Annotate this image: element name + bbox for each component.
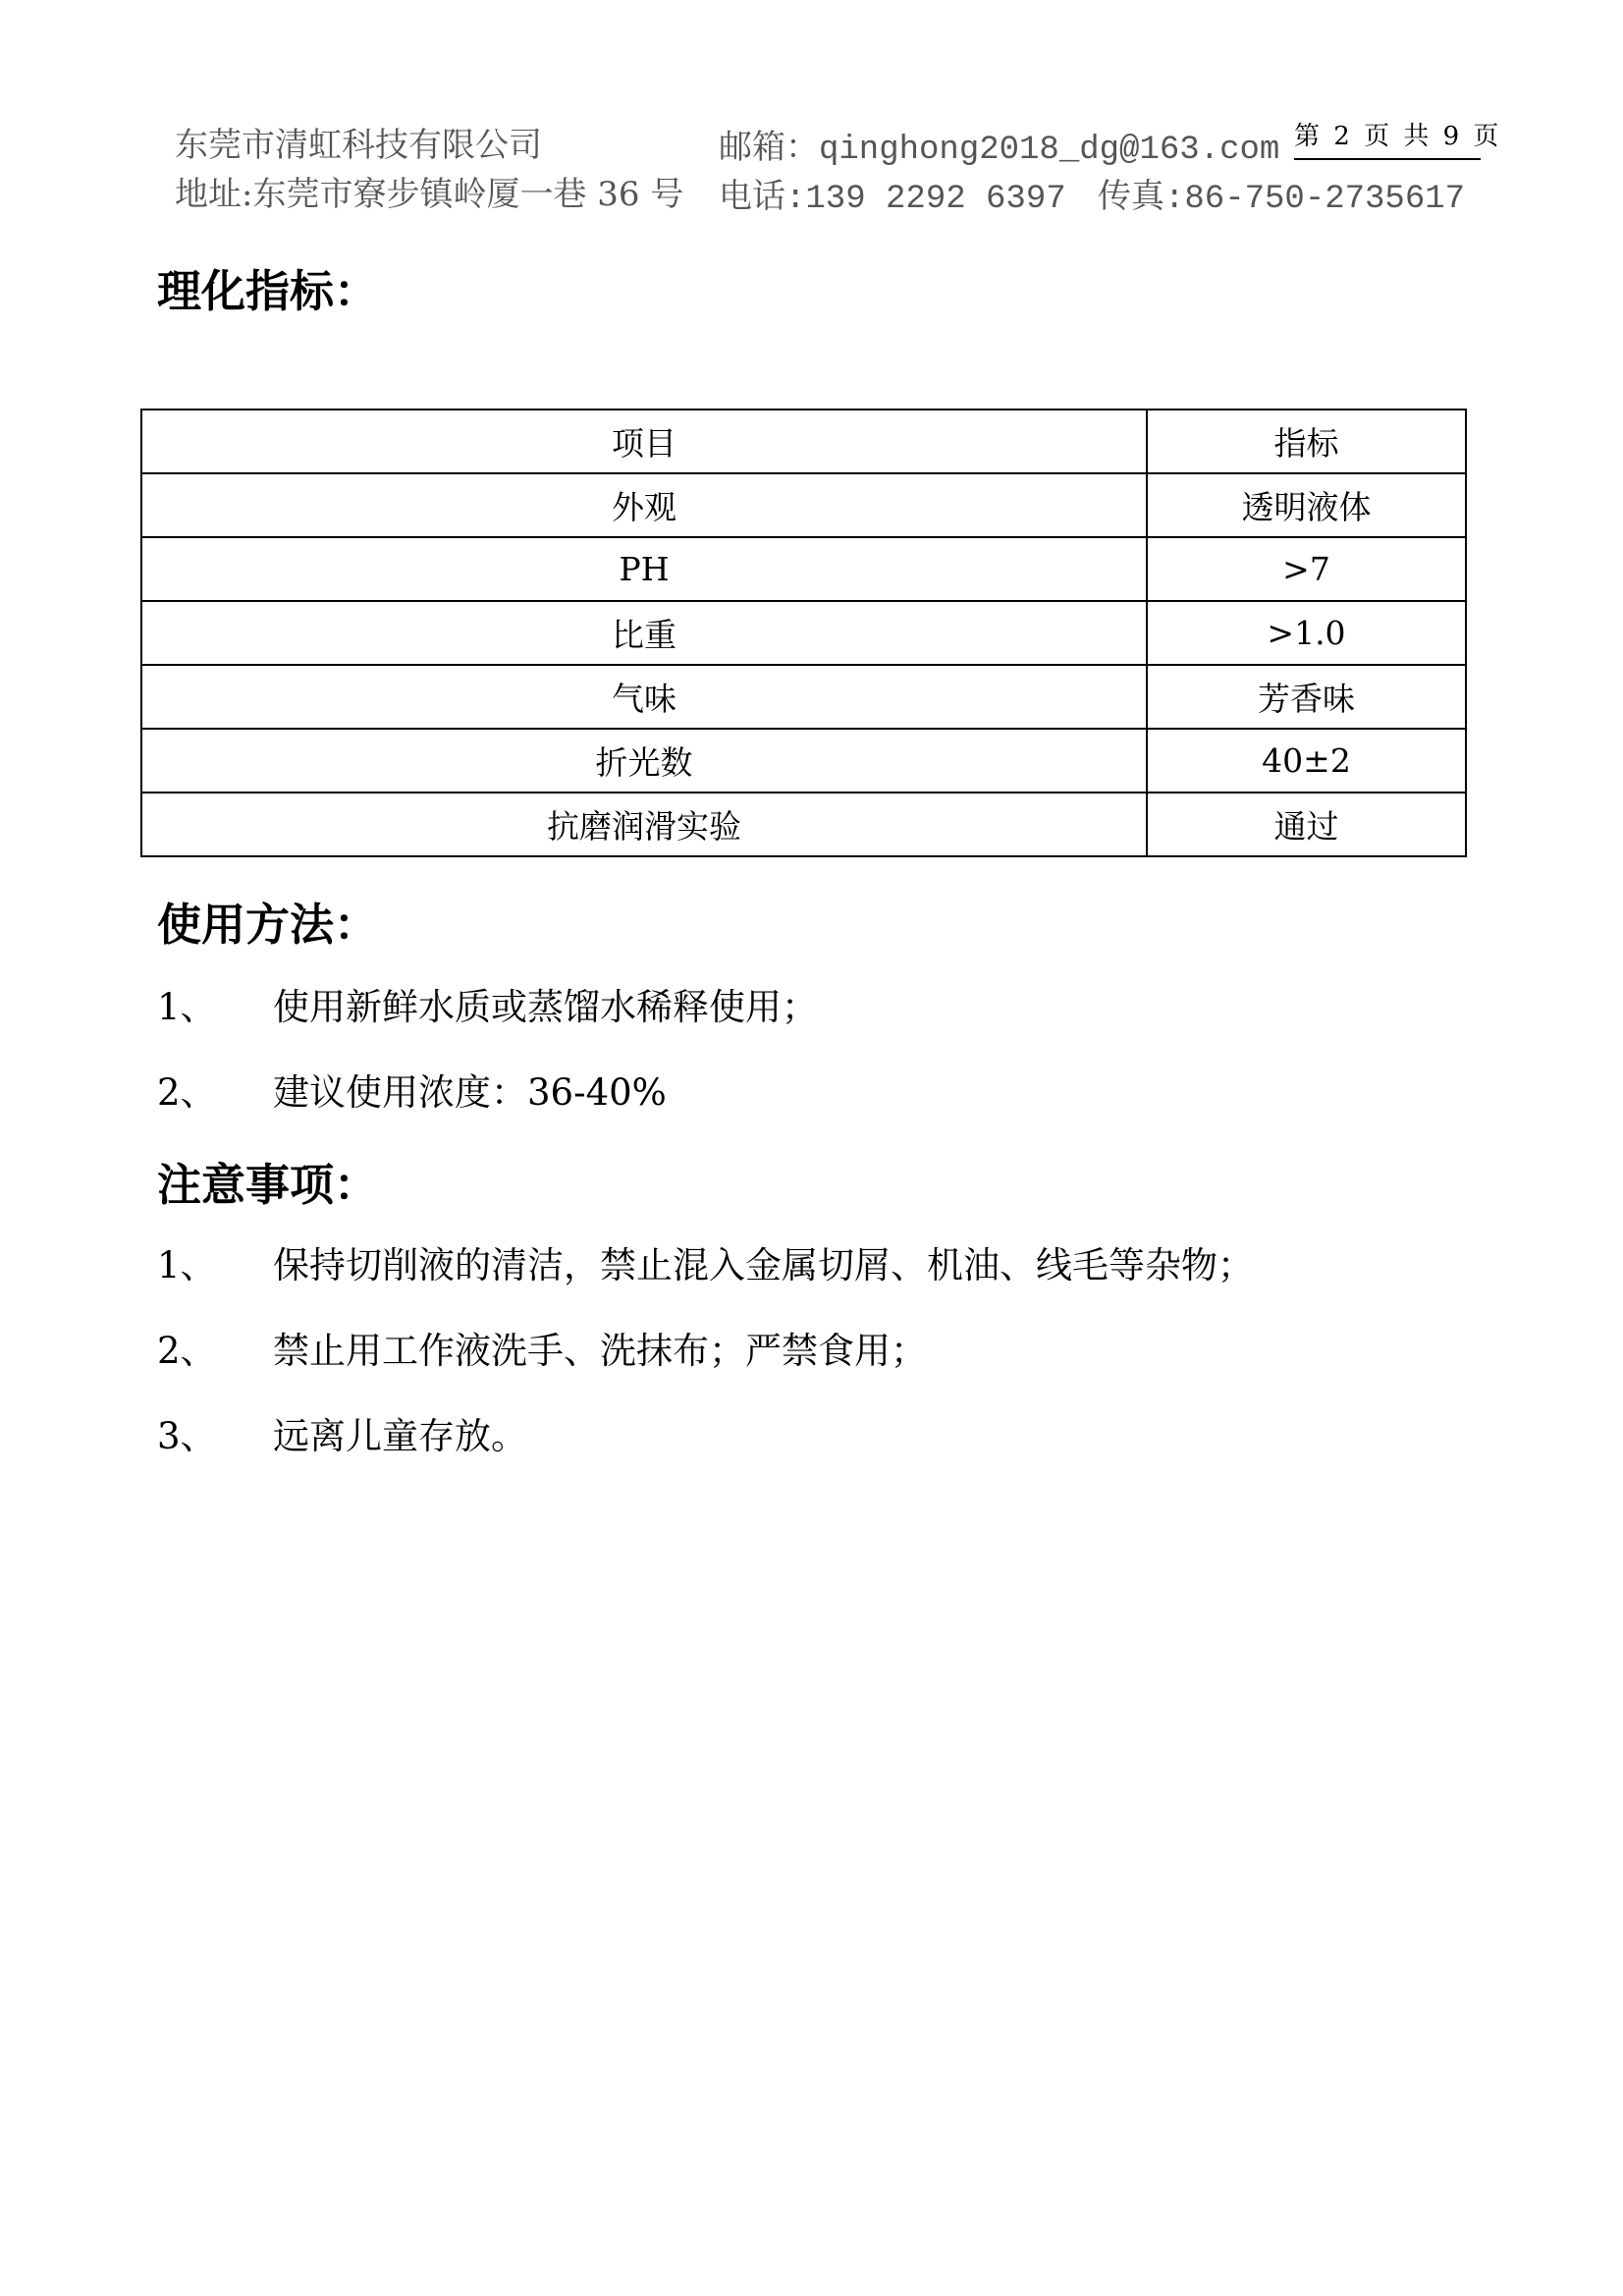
cell-value: 透明液体 [1147,473,1466,537]
cell-value: >1.0 [1147,601,1466,665]
notes-item [157,1406,527,1459]
email-text: 邮箱：qinghong2018_dg@163.com [719,132,1280,169]
table-row [141,473,1466,537]
notes-item-text: 禁止用工作液洗手、洗抹布；严禁食用； [273,1330,927,1372]
usage-heading: 使用方法： [157,899,379,951]
fax-text: 传真:86-750-2735617 [1098,181,1466,218]
header-cell-spec: 指标 [1147,410,1466,473]
usage-item [157,977,818,1030]
spec-table [140,409,1467,857]
table-row [141,665,1466,729]
cell-value: 芳香味 [1147,665,1466,729]
table-header-row [141,410,1466,473]
cell-value: >7 [1147,537,1466,601]
cell-item: 抗磨润滑实验 [141,793,1147,856]
notes-item-number: 2、 [157,1330,217,1372]
table-row [141,729,1466,793]
usage-item-number: 1、 [157,986,217,1028]
usage-item-text: 使用新鲜水质或蒸馏水稀释使用； [273,986,818,1028]
notes-item-text: 保持切削液的清洁，禁止混入金属切屑、机油、线毛等杂物； [273,1244,1254,1286]
usage-item-text: 建议使用浓度：36-40% [273,1071,667,1114]
notes-item-text: 远离儿童存放。 [273,1415,527,1457]
cell-value: 40±2 [1147,729,1466,793]
notes-item [157,1235,1254,1288]
table-row [141,793,1466,856]
page-number: 第 2 页 共 9 页 [1294,116,1481,160]
cell-item: 比重 [141,601,1147,665]
notes-item [157,1321,927,1374]
physchem-heading: 理化指标： [157,265,379,317]
usage-item [157,1063,667,1116]
usage-item-number: 2、 [157,1071,217,1114]
company-name: 东莞市清虹科技有限公司 [175,126,542,165]
cell-item: 气味 [141,665,1147,729]
cell-item: PH [141,537,1147,601]
phone-text: 电话:139 2292 6397 [719,181,1066,218]
address-text: 地址:东莞市寮步镇岭厦一巷 36 号 [175,175,684,214]
cell-value: 通过 [1147,793,1466,856]
table-row [141,537,1466,601]
notes-heading: 注意事项： [157,1159,379,1211]
cell-item: 外观 [141,473,1147,537]
table-row [141,601,1466,665]
header-cell-item: 项目 [141,410,1147,473]
cell-item: 折光数 [141,729,1147,793]
notes-item-number: 3、 [157,1415,217,1457]
notes-item-number: 1、 [157,1244,217,1286]
